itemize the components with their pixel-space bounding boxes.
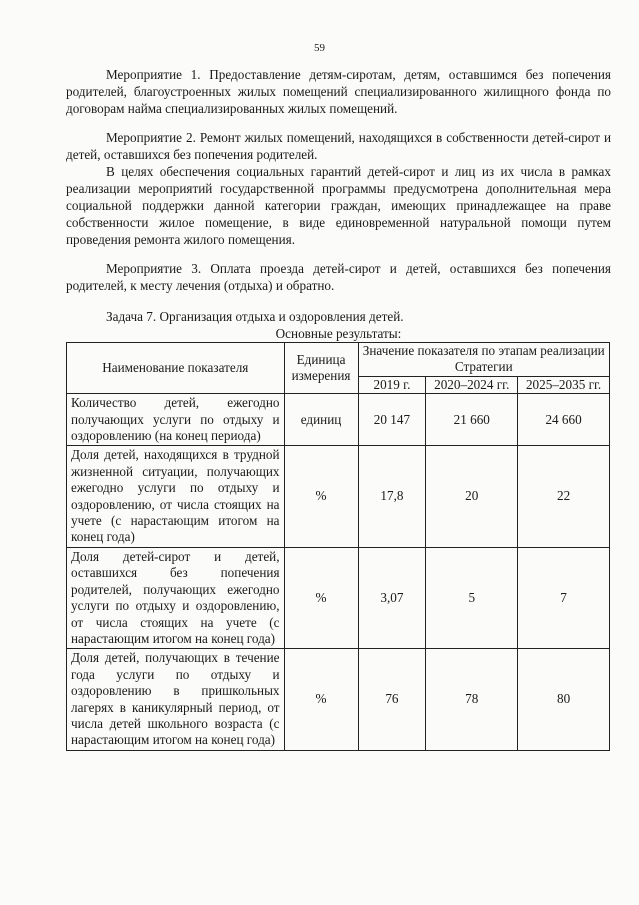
value-2020-2024: 20 xyxy=(426,446,518,547)
table-row xyxy=(67,547,610,648)
value-2025-2035: 7 xyxy=(518,547,610,648)
paragraph-measure-2: Мероприятие 2. Ремонт жилых помещений, находящихся в собственности детей-сирот и детей, оставшихся без попечения родителей. xyxy=(66,130,611,162)
document-body xyxy=(66,66,611,751)
table-caption: Основные результаты: xyxy=(275,326,402,341)
header-year-2019: 2019 г. xyxy=(358,376,426,393)
indicator-unit: единиц xyxy=(284,394,358,446)
indicator-name: Доля детей, находящихся в трудной жизненной ситуации, получающих ежегодно услуги по отдыху и оздоровлению, от числа стоящих на учете (с нарастающим итогом на конец года) xyxy=(67,446,285,547)
results-table xyxy=(66,342,610,751)
header-years-2025-2035: 2025–2035 гг. xyxy=(518,376,610,393)
header-values-group: Значение показателя по этапам реализации Стратегии xyxy=(358,343,610,377)
indicator-unit: % xyxy=(284,649,358,750)
indicator-name: Доля детей, получающих в течение года услуги по отдыху и оздоровлению в пришкольных лагерях в каникулярный период, от числа детей школьного возраста (с нарастающим итогом на конец года) xyxy=(67,649,285,750)
indicator-unit: % xyxy=(284,446,358,547)
table-header-row xyxy=(67,343,610,377)
value-2020-2024: 5 xyxy=(426,547,518,648)
page-number: 59 xyxy=(314,42,325,54)
table-row xyxy=(67,446,610,547)
value-2019: 17,8 xyxy=(358,446,426,547)
value-2025-2035: 80 xyxy=(518,649,610,750)
value-2019: 76 xyxy=(358,649,426,750)
header-indicator-name: Наименование показателя xyxy=(67,343,285,394)
indicator-name: Доля детей-сирот и детей, оставшихся без попечения родителей, получающих ежегодно услуги по отдыху и оздоровлению, от числа стоящих на учете (с нарастающим итогом на конец года) xyxy=(67,547,285,648)
value-2019: 3,07 xyxy=(358,547,426,648)
value-2020-2024: 78 xyxy=(426,649,518,750)
value-2020-2024: 21 660 xyxy=(426,394,518,446)
indicator-name: Количество детей, ежегодно получающих услуги по отдыху и оздоровлению (на конец периода) xyxy=(67,394,285,446)
header-unit: Единица измерения xyxy=(284,343,358,394)
header-years-2020-2024: 2020–2024 гг. xyxy=(426,376,518,393)
value-2025-2035: 22 xyxy=(518,446,610,547)
paragraph-measure-3: Мероприятие 3. Оплата проезда детей-сирот и детей, оставшихся без попечения родителей, к месту лечения (отдыха) и обратно. xyxy=(66,261,611,293)
indicator-unit: % xyxy=(284,547,358,648)
table-row xyxy=(67,394,610,446)
table-row xyxy=(67,649,610,750)
value-2025-2035: 24 660 xyxy=(518,394,610,446)
value-2019: 20 147 xyxy=(358,394,426,446)
task-heading: Задача 7. Организация отдыха и оздоровления детей. xyxy=(106,309,404,324)
paragraph-measure-1: Мероприятие 1. Предоставление детям-сиротам, детям, оставшимся без попечения родителей, благоустроенных жилых помещений специализированного жилищного фонда по договорам найма специализированных жилых помещений. xyxy=(66,67,611,116)
paragraph-social-guarantees: В целях обеспечения социальных гарантий детей-сирот и лиц из их числа в рамках реализации мероприятий государственной программы предусмотрена дополнительная мера социальной поддержки данной категории граждан, имеющих принадлежащее на праве собственности жилое помещение, в виде единовременной натуральной помощи путем проведения ремонта жилого помещения. xyxy=(66,164,611,247)
